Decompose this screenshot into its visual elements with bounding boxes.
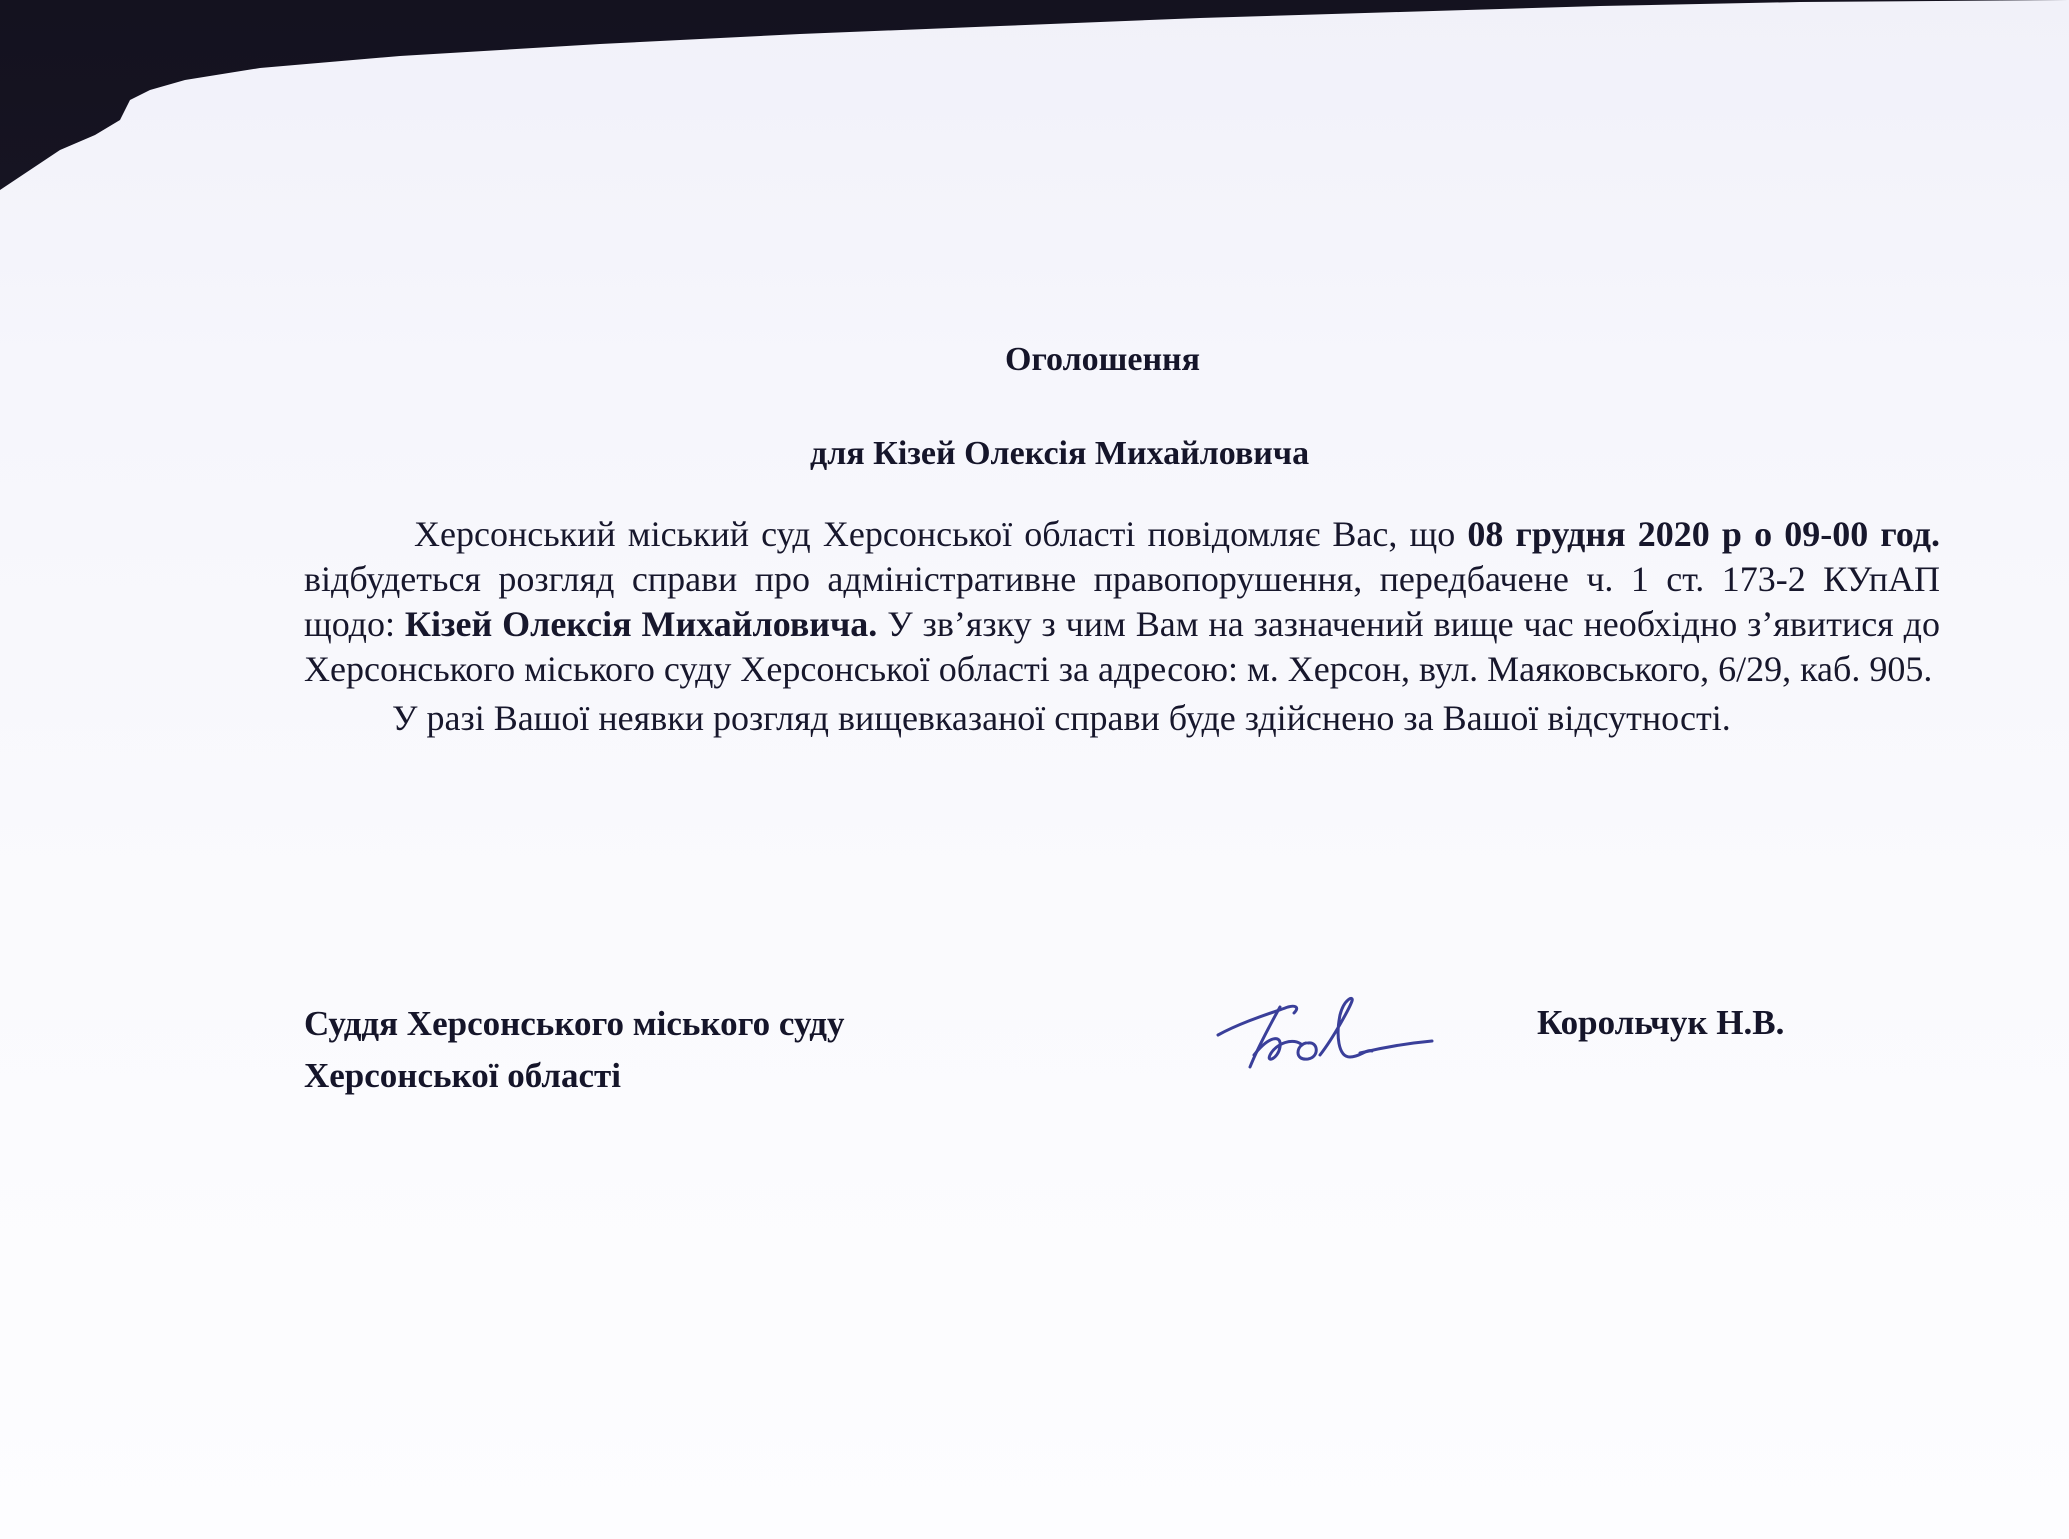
paragraph-1-middle: відбудеться розгляд справи про адміністративне правопорушення, передбачене ч. 1 ст. 173-2 КУпАП щодо: [304, 559, 1940, 644]
paragraph-2: У разі Вашої неявки розгляд вищевказаної справи буде здійснено за Вашої відсутності. [392, 698, 1731, 738]
document-title: Оголошення [1005, 341, 1201, 378]
judge-position-line-2: Херсонської області [304, 1056, 621, 1095]
handwritten-signature [1210, 985, 1440, 1085]
paragraph-1-end: У зв’язку з чим Вам на зазначений вище час необхідно з’явитися до Херсонського міського суду Херсонської області за адресою: м. Херсон, вул. Маяковського, 6/29, каб. 905. [304, 604, 1940, 689]
paragraph-1 [304, 512, 1940, 692]
judge-name: Корольчук Н.В. [1537, 1003, 1785, 1042]
judge-position-line-1: Суддя Херсонського міського суду [304, 1004, 845, 1043]
judge-position [304, 998, 844, 1102]
recipient-line: для Кізей Олексія Михайловича [810, 435, 1310, 472]
document-body [304, 512, 1940, 741]
hearing-datetime: 08 грудня 2020 р о 09-00 год. [1467, 514, 1940, 554]
paragraph-1-intro: Херсонський міський суд Херсонської області повідомляє Вас, що [414, 514, 1468, 554]
defendant-name: Кізей Олексія Михайловича. [404, 604, 878, 644]
